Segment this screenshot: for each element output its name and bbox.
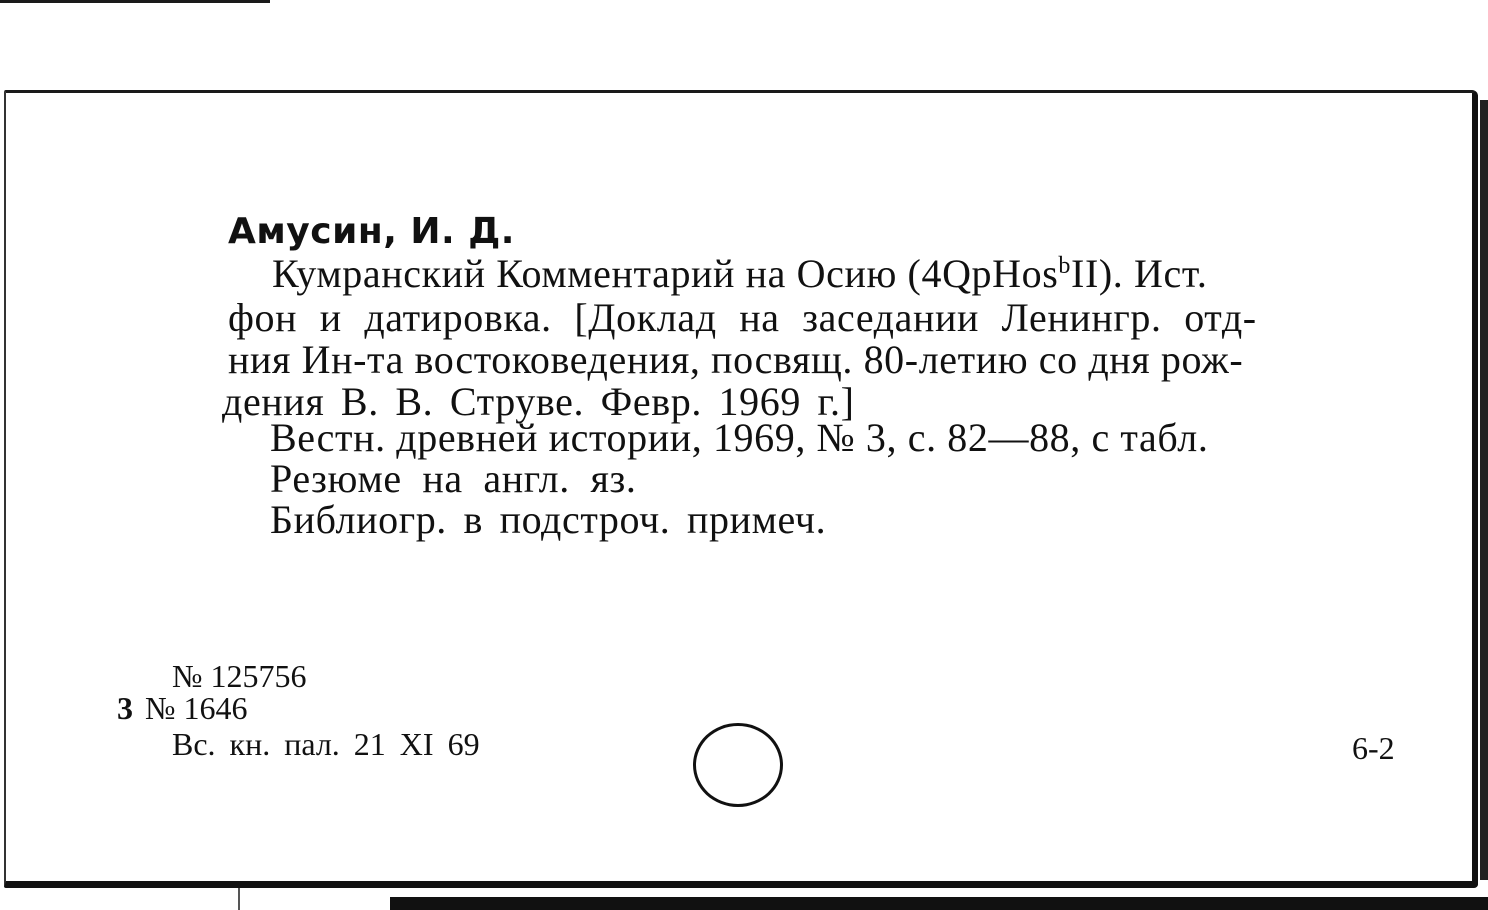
- secondary-number-prefix: 3: [117, 690, 133, 726]
- title-line-4: дения В. В. Струве. Февр. 1969 г.]: [222, 379, 855, 424]
- card-punch-hole: [693, 723, 783, 807]
- bibliography-note: Библиогр. в подстроч. примеч.: [270, 497, 827, 542]
- accession-number: № 125756: [172, 658, 307, 694]
- secondary-number-value: № 1646: [145, 690, 248, 726]
- title-line-1-text: Кумранский Комментарий на Осию (4QpHos: [272, 251, 1059, 296]
- chamber-book-date: Вс. кн. пал. 21 XI 69: [172, 726, 480, 762]
- summary-note: Резюме на англ. яз.: [270, 456, 637, 501]
- title-superscript: b: [1058, 253, 1072, 279]
- title-line-2: фон и датировка. [Доклад на заседании Ленингр. отд-: [228, 295, 1257, 340]
- previous-card-edge: [0, 0, 270, 3]
- author-heading: Амусин, И. Д.: [228, 211, 515, 252]
- classification-code: 6-2: [1352, 730, 1395, 766]
- title-line-1-end: II). Ист.: [1071, 251, 1208, 296]
- secondary-number: [117, 692, 248, 724]
- source-line: Вестн. древней истории, 1969, № 3, с. 82—88, с табл.: [270, 415, 1209, 460]
- card-bottom-shadow: [390, 897, 1488, 910]
- title-line-1: [272, 251, 1208, 296]
- title-line-3: ния Ин-та востоковедения, посвящ. 80-летию со дня рож-: [228, 337, 1244, 382]
- card-right-shadow: [1480, 100, 1488, 880]
